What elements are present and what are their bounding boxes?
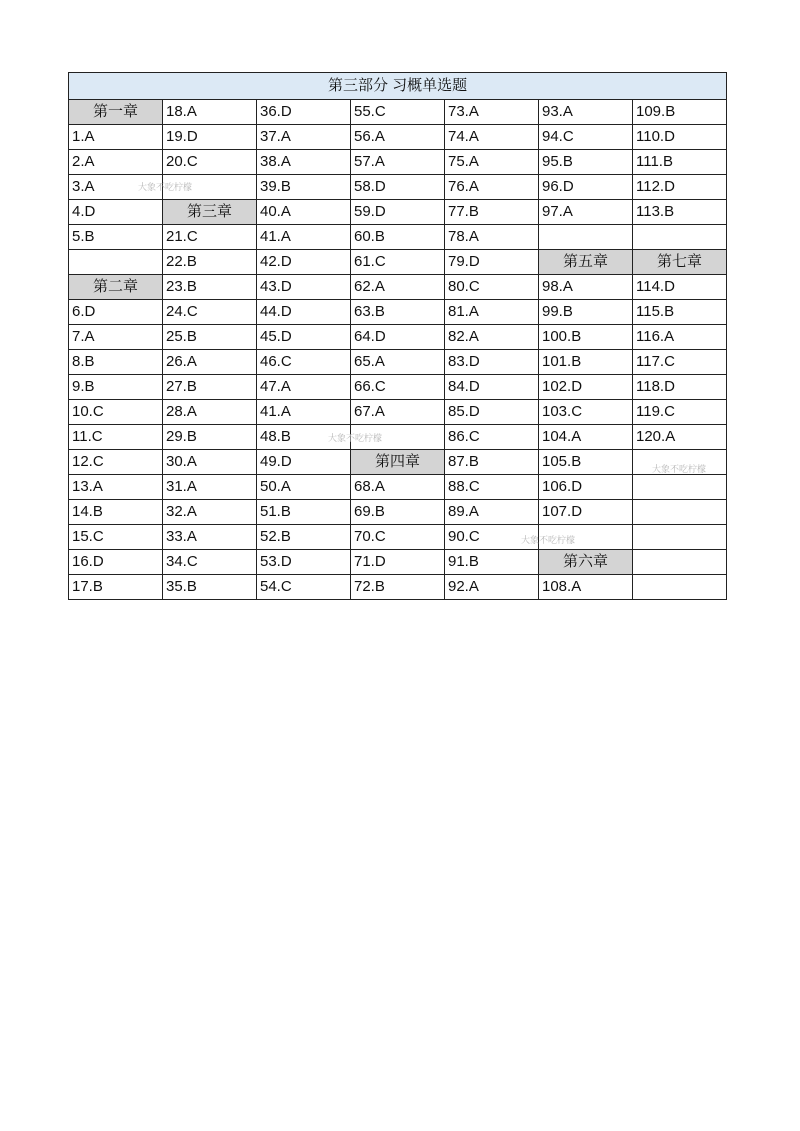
answer-cell: 24.C — [163, 300, 257, 325]
answer-cell: 10.C — [69, 400, 163, 425]
answer-cell: 57.A — [351, 150, 445, 175]
answer-cell: 109.B — [633, 100, 727, 125]
answer-cell: 72.B — [351, 575, 445, 600]
answer-cell: 29.B — [163, 425, 257, 450]
answer-table — [68, 72, 727, 600]
chapter-header: 第三章 — [163, 200, 257, 225]
answer-cell: 40.A — [257, 200, 351, 225]
answer-cell: 62.A — [351, 275, 445, 300]
answer-cell: 52.B — [257, 525, 351, 550]
table-row — [69, 525, 727, 550]
table-row — [69, 200, 727, 225]
answer-cell: 1.A — [69, 125, 163, 150]
table-row — [69, 400, 727, 425]
answer-cell: 9.B — [69, 375, 163, 400]
chapter-header: 第一章 — [69, 100, 163, 125]
answer-cell: 2.A — [69, 150, 163, 175]
answer-cell: 81.A — [445, 300, 539, 325]
answer-cell: 47.A — [257, 375, 351, 400]
answer-cell: 37.A — [257, 125, 351, 150]
empty-cell — [633, 475, 727, 500]
empty-cell — [633, 575, 727, 600]
answer-cell: 55.C — [351, 100, 445, 125]
answer-cell: 97.A — [539, 200, 633, 225]
answer-cell: 101.B — [539, 350, 633, 375]
chapter-header: 第六章 — [539, 550, 633, 575]
answer-cell: 60.B — [351, 225, 445, 250]
table-row — [69, 500, 727, 525]
answer-cell: 65.A — [351, 350, 445, 375]
answer-cell: 108.A — [539, 575, 633, 600]
answer-cell: 49.D — [257, 450, 351, 475]
answer-cell: 44.D — [257, 300, 351, 325]
answer-cell: 71.D — [351, 550, 445, 575]
answer-cell: 25.B — [163, 325, 257, 350]
answer-cell: 63.B — [351, 300, 445, 325]
answer-cell: 118.D — [633, 375, 727, 400]
answer-cell: 73.A — [445, 100, 539, 125]
answer-cell: 53.D — [257, 550, 351, 575]
section-title: 第三部分 习概单选题 — [69, 73, 727, 100]
answer-cell: 110.D — [633, 125, 727, 150]
answer-cell: 67.A — [351, 400, 445, 425]
answer-cell: 20.C — [163, 150, 257, 175]
answer-cell: 12.C — [69, 450, 163, 475]
chapter-header: 第四章 — [351, 450, 445, 475]
answer-cell: 46.C — [257, 350, 351, 375]
answer-cell: 32.A — [163, 500, 257, 525]
empty-cell — [351, 425, 445, 450]
answer-cell: 78.A — [445, 225, 539, 250]
answer-cell: 18.A — [163, 100, 257, 125]
answer-cell: 48.B — [257, 425, 351, 450]
answer-cell: 14.B — [69, 500, 163, 525]
answer-cell: 76.A — [445, 175, 539, 200]
table-row — [69, 375, 727, 400]
answer-cell: 90.C — [445, 525, 539, 550]
answer-cell: 98.A — [539, 275, 633, 300]
chapter-header: 第七章 — [633, 250, 727, 275]
answer-cell: 21.C — [163, 225, 257, 250]
answer-cell: 42.D — [257, 250, 351, 275]
empty-cell — [633, 525, 727, 550]
table-row — [69, 475, 727, 500]
answer-cell: 22.B — [163, 250, 257, 275]
empty-cell — [163, 175, 257, 200]
answer-cell: 85.D — [445, 400, 539, 425]
answer-cell: 105.B — [539, 450, 633, 475]
answer-cell: 41.A — [257, 400, 351, 425]
answer-cell: 17.B — [69, 575, 163, 600]
answer-cell: 28.A — [163, 400, 257, 425]
watermark: 大象不吃柠檬 — [521, 536, 576, 546]
answer-cell: 70.C — [351, 525, 445, 550]
answer-cell: 54.C — [257, 575, 351, 600]
answer-cell: 84.D — [445, 375, 539, 400]
answer-cell: 89.A — [445, 500, 539, 525]
answer-cell: 66.C — [351, 375, 445, 400]
table-row — [69, 175, 727, 200]
chapter-header: 第五章 — [539, 250, 633, 275]
answer-cell: 58.D — [351, 175, 445, 200]
answer-cell: 107.D — [539, 500, 633, 525]
table-row — [69, 575, 727, 600]
answer-cell: 8.B — [69, 350, 163, 375]
answer-cell: 59.D — [351, 200, 445, 225]
answer-cell: 68.A — [351, 475, 445, 500]
answer-cell: 64.D — [351, 325, 445, 350]
answer-cell: 114.D — [633, 275, 727, 300]
answer-cell: 26.A — [163, 350, 257, 375]
answer-cell: 5.B — [69, 225, 163, 250]
answer-cell: 86.C — [445, 425, 539, 450]
title-row — [69, 73, 727, 100]
answer-cell: 11.C — [69, 425, 163, 450]
answer-cell: 27.B — [163, 375, 257, 400]
answer-cell: 33.A — [163, 525, 257, 550]
answer-cell: 61.C — [351, 250, 445, 275]
answer-cell: 87.B — [445, 450, 539, 475]
table-row — [69, 350, 727, 375]
answer-cell: 69.B — [351, 500, 445, 525]
answer-cell: 6.D — [69, 300, 163, 325]
answer-cell: 119.C — [633, 400, 727, 425]
answer-cell: 82.A — [445, 325, 539, 350]
answer-cell: 111.B — [633, 150, 727, 175]
answer-cell: 7.A — [69, 325, 163, 350]
empty-cell — [633, 500, 727, 525]
watermark: 大象不吃柠檬 — [652, 465, 707, 475]
answer-cell: 120.A — [633, 425, 727, 450]
answer-cell: 83.D — [445, 350, 539, 375]
answer-cell: 113.B — [633, 200, 727, 225]
answer-cell: 50.A — [257, 475, 351, 500]
answer-cell: 88.C — [445, 475, 539, 500]
answer-cell: 13.A — [69, 475, 163, 500]
answer-cell: 74.A — [445, 125, 539, 150]
empty-cell — [539, 225, 633, 250]
empty-cell — [539, 525, 633, 550]
table-row — [69, 125, 727, 150]
watermark: 大象不吃柠檬 — [328, 434, 383, 444]
empty-cell — [633, 450, 727, 475]
table-row — [69, 250, 727, 275]
answer-cell: 79.D — [445, 250, 539, 275]
answer-cell: 34.C — [163, 550, 257, 575]
answer-cell: 106.D — [539, 475, 633, 500]
answer-cell: 45.D — [257, 325, 351, 350]
answer-cell: 23.B — [163, 275, 257, 300]
answer-cell: 38.A — [257, 150, 351, 175]
empty-cell — [633, 550, 727, 575]
answer-cell: 75.A — [445, 150, 539, 175]
answer-cell: 96.D — [539, 175, 633, 200]
answer-cell: 16.D — [69, 550, 163, 575]
answer-cell: 95.B — [539, 150, 633, 175]
answer-cell: 19.D — [163, 125, 257, 150]
answer-cell: 116.A — [633, 325, 727, 350]
answer-cell: 91.B — [445, 550, 539, 575]
answer-cell: 92.A — [445, 575, 539, 600]
answer-cell: 31.A — [163, 475, 257, 500]
answer-cell: 41.A — [257, 225, 351, 250]
answer-cell: 100.B — [539, 325, 633, 350]
answer-cell: 112.D — [633, 175, 727, 200]
answer-cell: 104.A — [539, 425, 633, 450]
table-row — [69, 325, 727, 350]
answer-cell: 80.C — [445, 275, 539, 300]
answer-cell: 4.D — [69, 200, 163, 225]
answer-cell: 117.C — [633, 350, 727, 375]
answer-cell: 35.B — [163, 575, 257, 600]
table-row — [69, 100, 727, 125]
chapter-header: 第二章 — [69, 275, 163, 300]
answer-cell: 30.A — [163, 450, 257, 475]
table-row — [69, 300, 727, 325]
answer-cell: 15.C — [69, 525, 163, 550]
answer-cell: 77.B — [445, 200, 539, 225]
table-row — [69, 450, 727, 475]
answer-cell: 39.B — [257, 175, 351, 200]
answer-cell: 94.C — [539, 125, 633, 150]
table-row — [69, 150, 727, 175]
answer-cell: 36.D — [257, 100, 351, 125]
answer-cell: 56.A — [351, 125, 445, 150]
table-row — [69, 425, 727, 450]
empty-cell — [633, 225, 727, 250]
empty-cell — [69, 250, 163, 275]
watermark: 大象不吃柠檬 — [138, 183, 193, 193]
answer-cell: 99.B — [539, 300, 633, 325]
answer-sheet — [68, 72, 726, 600]
answer-cell: 93.A — [539, 100, 633, 125]
answer-cell: 3.A — [69, 175, 163, 200]
answer-cell: 43.D — [257, 275, 351, 300]
table-row — [69, 550, 727, 575]
table-row — [69, 275, 727, 300]
answer-cell: 115.B — [633, 300, 727, 325]
answer-cell: 103.C — [539, 400, 633, 425]
answer-cell: 51.B — [257, 500, 351, 525]
answer-cell: 102.D — [539, 375, 633, 400]
table-row — [69, 225, 727, 250]
